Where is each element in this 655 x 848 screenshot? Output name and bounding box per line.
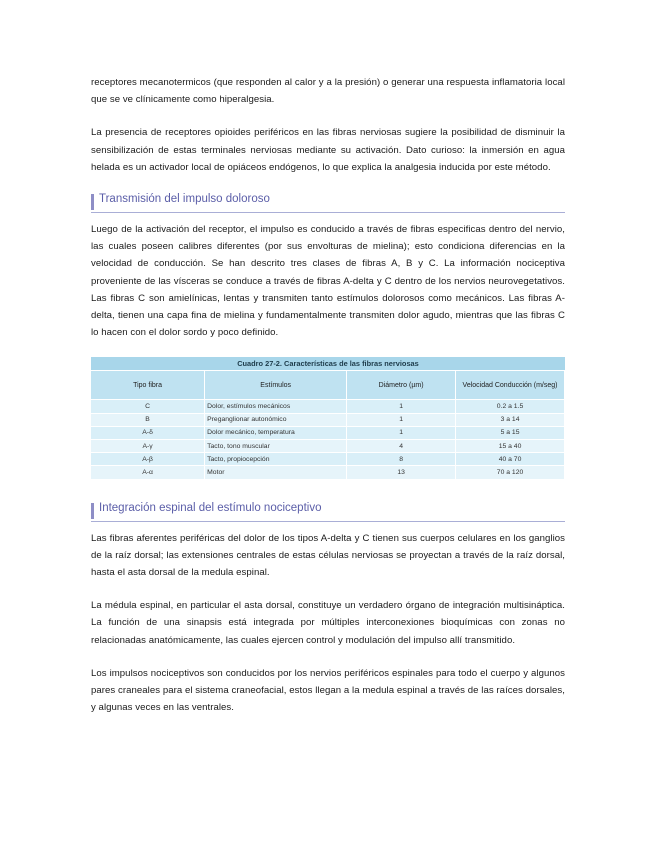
paragraph-afferent-fibers: Las fibras aferentes periféricas del dolor de los tipos A-delta y C tienen sus cuerpos celulares en los ganglios de la raíz dorsal; las extensiones centrales de estas células nerviosas se proyectan a través de la raíz dorsal, hasta el asta dorsal de la medula espinal. — [91, 532, 565, 578]
cell-diameter: 13 — [347, 466, 456, 479]
cell-velocity: 40 a 70 — [456, 453, 565, 466]
cell-velocity: 15 a 40 — [456, 440, 565, 453]
table-row — [91, 466, 565, 479]
paragraph-spinal-cord: La médula espinal, en particular el asta dorsal, constituye un verdadero órgano de integración multisináptica. La función de una sinapsis está integrada por múltiples interconexiones bioquímicas con zonas no relacionadas anatómicamente, las cuales ejercen control y modulación del impulso allí transmitido. — [91, 600, 565, 646]
cell-diameter: 1 — [347, 400, 456, 413]
cell-fiber-type: A-δ — [91, 426, 205, 439]
cell-velocity: 70 a 120 — [456, 466, 565, 479]
header-fiber-type: Tipo fibra — [91, 371, 205, 400]
cell-stimuli: Motor — [205, 466, 347, 479]
table-header-row — [91, 371, 565, 400]
cell-fiber-type: C — [91, 400, 205, 413]
cell-stimuli: Preganglionar autonómico — [205, 413, 347, 426]
paragraph-nociceptive-impulses: Los impulsos nociceptivos son conducidos por los nervios periféricos espinales para todo el cuerpo y algunos pares craneales para el sistema craneofacial, estos llegan a la medula espinal a través de las raíces dorsales, y algunas veces en las ventrales. — [91, 667, 565, 714]
cell-fiber-type: B — [91, 413, 205, 426]
table-row — [91, 426, 565, 439]
section-heading-transmission — [91, 192, 565, 213]
paragraph-opioid-receptors: La presencia de receptores opioides periféricos en las fibras nerviosas sugiere la posibilidad de disminuir la sensibilización de estas terminales nerviosas mediante su activación. Dato curioso: la inmersión en agua helada es un activador local de opiáceos endógenos, lo que explica la analgesia inducida por este método. — [91, 127, 565, 173]
cell-stimuli: Dolor mecánico, temperatura — [205, 426, 347, 439]
table-caption: Cuadro 27-2. Características de las fibras nerviosas — [91, 357, 565, 370]
cell-fiber-type: A-α — [91, 466, 205, 479]
cell-fiber-type: A-γ — [91, 440, 205, 453]
heading-accent-bar — [91, 503, 94, 519]
cell-stimuli: Tacto, tono muscular — [205, 440, 347, 453]
table-row — [91, 453, 565, 466]
table-row — [91, 413, 565, 426]
heading-accent-bar — [91, 194, 94, 210]
cell-stimuli: Tacto, propiocepción — [205, 453, 347, 466]
table-row — [91, 400, 565, 413]
table-row — [91, 440, 565, 453]
section-title: Integración espinal del estímulo nociceptivo — [99, 501, 322, 514]
fiber-table-container — [91, 357, 565, 478]
cell-velocity: 3 a 14 — [456, 413, 565, 426]
cell-diameter: 1 — [347, 426, 456, 439]
nerve-fiber-table — [91, 357, 565, 478]
cell-stimuli: Dolor, estímulos mecánicos — [205, 400, 347, 413]
section-heading-spinal-integration — [91, 501, 565, 522]
cell-diameter: 8 — [347, 453, 456, 466]
cell-velocity: 0.2 a 1.5 — [456, 400, 565, 413]
section-title: Transmisión del impulso doloroso — [99, 193, 270, 206]
paragraph-hyperalgesia: receptores mecanotermicos (que responden al calor y a la presión) o generar una respuesta inflamatoria local que se ve clínicamente como hiperalgesia. — [91, 77, 565, 106]
paragraph-fiber-transmission: Luego de la activación del receptor, el impulso es conducido a través de fibras especificas dentro del nervio, las cuales poseen calibres diferentes (por sus envolturas de mielina); esto condiciona diferencias en la velocidad de conducción. Se han descrito tres clases de fibras A, B y C. La información nociceptiva proveniente de las vísceras se conduce a través de fibras A-delta y C dentro de los nervios neurovegetativos. Las fibras C son amielínicas, lentas y transmiten tanto estímulos dolorosos como mecánicos. Las fibras A-delta, tienen una capa fina de mielina y fundamentalmente transmiten dolor agudo, mientras que las fibras C lo hacen con el dolor sordo y poco definido. — [91, 224, 565, 339]
document-page — [91, 74, 565, 732]
header-stimuli: Estímulos — [205, 371, 347, 400]
cell-diameter: 1 — [347, 413, 456, 426]
cell-fiber-type: A-β — [91, 453, 205, 466]
cell-velocity: 5 a 15 — [456, 426, 565, 439]
header-velocity: Velocidad Conducción (m/seg) — [456, 371, 565, 400]
cell-diameter: 4 — [347, 440, 456, 453]
header-diameter: Diámetro (µm) — [347, 371, 456, 400]
